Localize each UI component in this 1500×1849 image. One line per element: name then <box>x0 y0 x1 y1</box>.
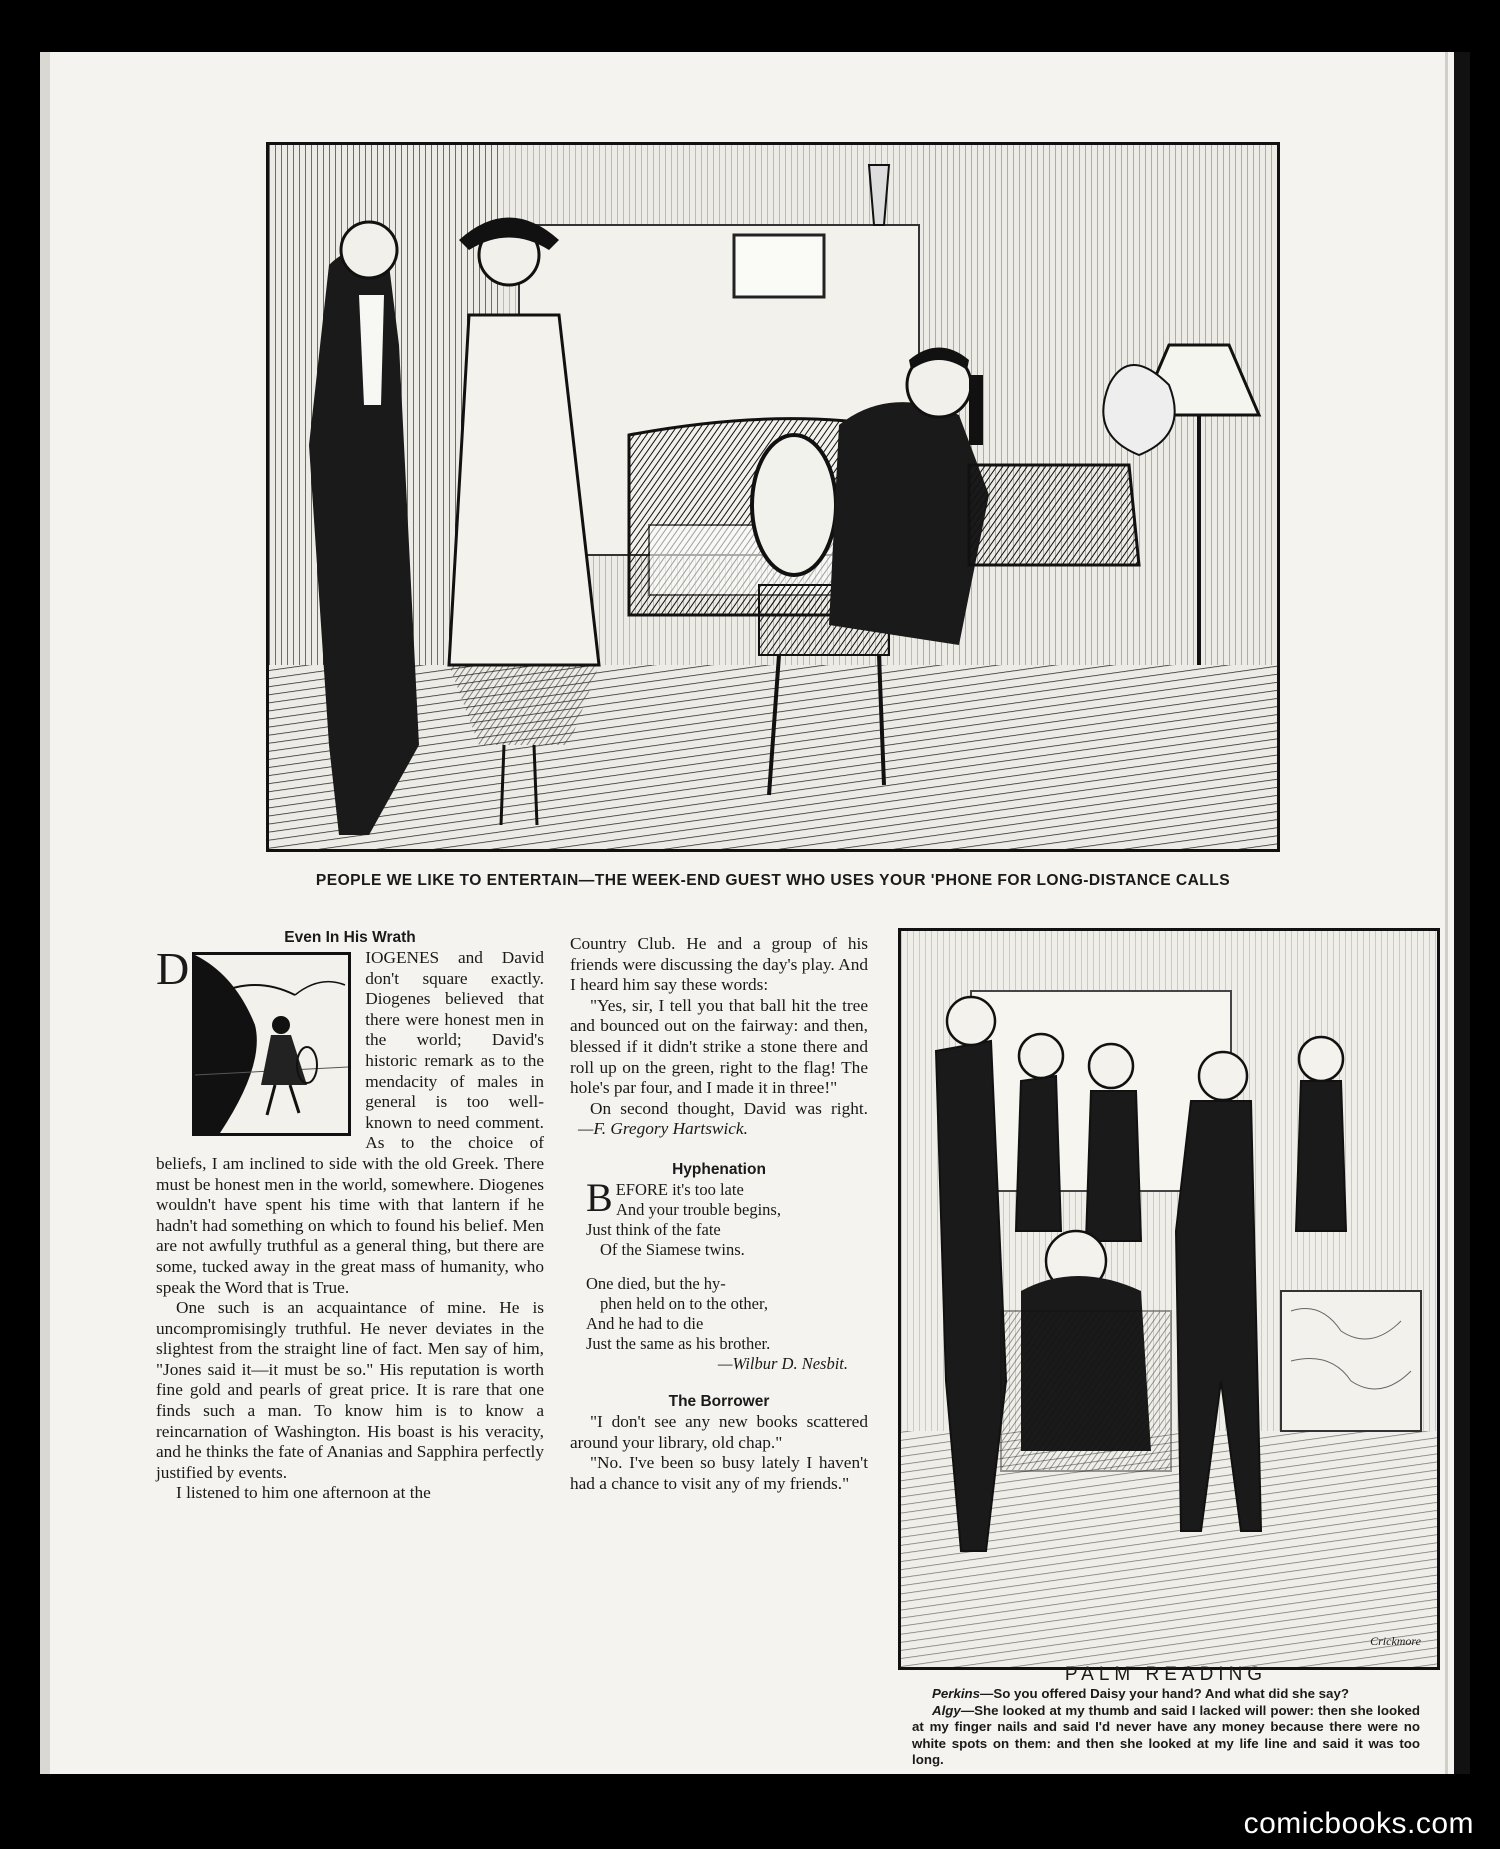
dialogue-line: —She looked at my thumb and said I lacked will power: then she looked at my finger nails and said I'd never have any money because there were no white spots on them: and then she looked at my life line and said it was too long. <box>912 1702 1420 1767</box>
drop-cap: B <box>586 1174 613 1220</box>
palm-reading-title: PALM READING <box>1064 1664 1268 1685</box>
article-paragraph: I listened to him one afternoon at the <box>176 1483 431 1503</box>
page-edge-line <box>1445 52 1448 1774</box>
poem-hyphenation <box>570 1174 868 1374</box>
article-paragraph: IOGENES and David don't square exactly. Diogenes believed that there were honest men in the world; David's historic remark as to the mendacity of males in general is too well-known to need comment. As to the choice of beliefs, I am inclined to side with the old Greek. There must be honest men in the world, somewhere. Diogenes wouldn't have spent his time with that lantern if he hadn't had something on which to found his belief. Men are not awfully truthful as a general thing, but there are some, tucked away in the great mass of humanity, who speak the Word that is True. <box>156 948 544 1297</box>
article-paragraph: One such is an acquaintance of mine. He is uncompromisingly truthful. He never deviates in the slightest from the straight line of fact. Men say of him, "Jones said it—it must be so." His reputation is worth fine gold and pearls of great price. It is rare that one finds such a man. To know him is to know a reincarnation of Washington. His boast is his veracity, and he thinks the fate of Ananias and Sapphira perfectly justified by events. <box>156 1298 544 1482</box>
article-paragraph: "I don't see any new books scattered around your library, old chap." <box>570 1411 868 1452</box>
poem-line: Of the Siamese twins. <box>600 1239 745 1259</box>
article-author: —F. Gregory Hartswick. <box>578 1119 748 1139</box>
inset-illustration-skater <box>192 952 351 1136</box>
drop-cap: D <box>156 943 190 994</box>
palm-reading-dialogue <box>912 1686 1420 1769</box>
article-even-in-his-wrath <box>156 928 544 1504</box>
speaker-name: Perkins <box>932 1686 981 1701</box>
poem-line: And your trouble begins, <box>616 1199 781 1219</box>
poem-line: EFORE it's too late <box>615 1179 744 1199</box>
poem-line: And he had to die <box>586 1313 704 1333</box>
poem-line: One died, but the hy- <box>586 1273 726 1293</box>
artist-signature: Crickmore <box>1370 1634 1421 1648</box>
site-watermark: comicbooks.com <box>1243 1807 1474 1840</box>
illustration-caption: PEOPLE WE LIKE TO ENTERTAIN—THE WEEK-END GUEST WHO USES YOUR 'PHONE FOR LONG-DISTANCE CALLS <box>315 872 1231 889</box>
article-paragraph: "No. I've been so busy lately I haven't had a chance to visit any of my friends." <box>570 1453 868 1493</box>
palm-reading-illustration <box>898 928 1440 1670</box>
top-illustration <box>266 142 1280 852</box>
speaker-name: Algy <box>932 1702 961 1718</box>
article-title: The Borrower <box>668 1392 770 1410</box>
poem-title: Hyphenation <box>672 1160 766 1178</box>
page-edge-dark <box>1454 52 1470 1774</box>
column-middle <box>570 934 868 1494</box>
poem-line: Just the same as his brother. <box>586 1333 771 1353</box>
article-paragraph: "Yes, sir, I tell you that ball hit the tree and bounced out on the fairway: and then, blessed if it didn't strike a stone there and roll up on the green, right to the flag! The hole's par four, and I made it in three!" <box>570 995 868 1098</box>
poem-author: —Wilbur D. Nesbit. <box>717 1353 848 1373</box>
article-title: Even In His Wrath <box>284 929 416 946</box>
article-paragraph <box>570 1099 868 1140</box>
poem-line: phen held on to the other, <box>600 1293 768 1313</box>
dialogue-line: —So you offered Daisy your hand? And what did she say? <box>980 1686 1349 1701</box>
article-paragraph: Country Club. He and a group of his friends were discussing the day's play. And I heard him say these words: <box>570 934 868 995</box>
article-closing-line: On second thought, David was right. <box>590 1098 868 1118</box>
page-spine-shadow <box>40 52 50 1774</box>
poem-line: Just think of the fate <box>586 1219 721 1239</box>
